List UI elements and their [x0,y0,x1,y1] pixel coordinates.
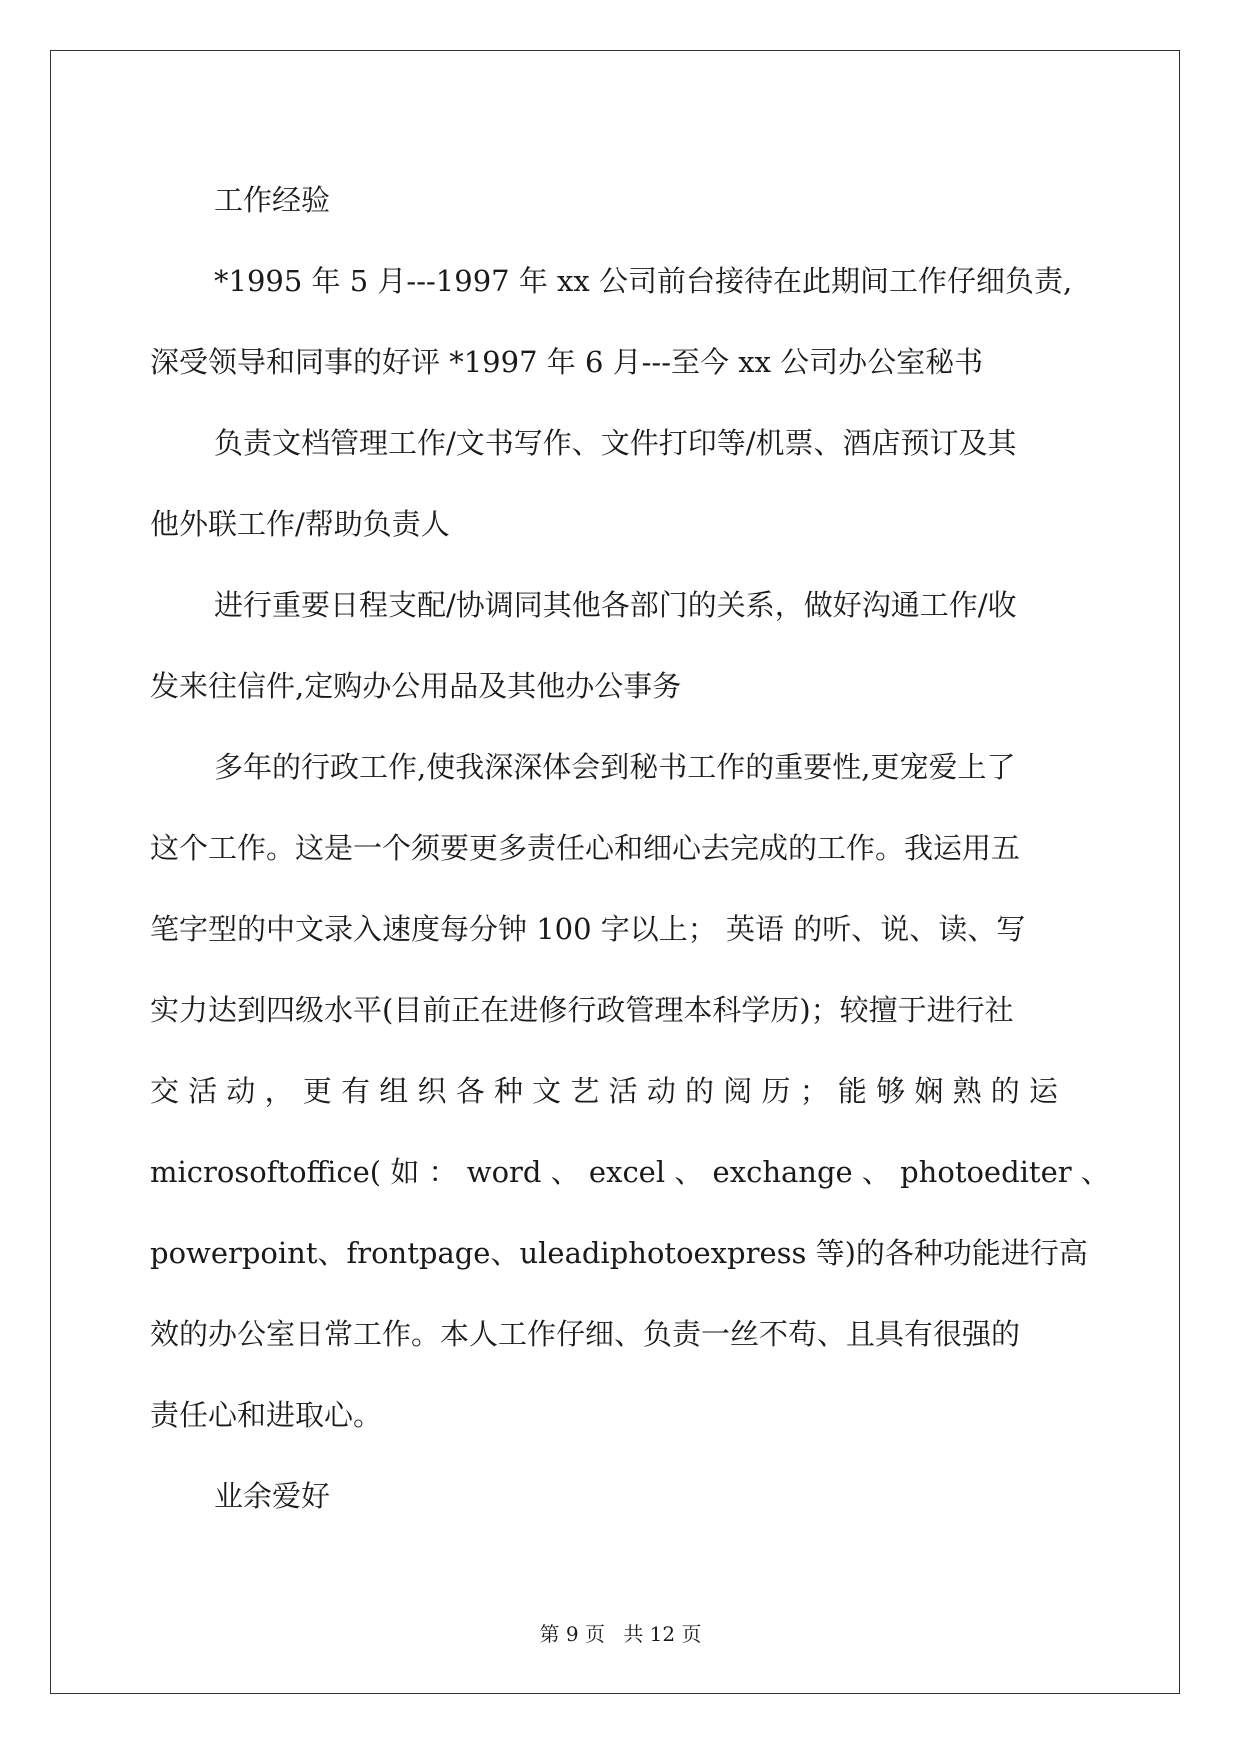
duties-paragraph-2 [150,565,1085,727]
duties-1-line-2: 他外联工作/帮助负责人 [150,507,450,541]
duties-1-line-1: 负责文档管理工作/文书写作、文件打印等/机票、酒店预订及其 [214,426,1017,460]
experience-paragraph [150,241,1085,403]
heading-text: 业余爱好 [214,1479,331,1513]
section-heading-work-experience [150,160,1085,241]
summary-line: 多年的行政工作,使我深深体会到秘书工作的重要性,更宠爱上了 [214,750,1016,784]
summary-line: 实力达到四级水平(目前正在进修行政管理本科学历)；较擅于进行社 [150,993,1014,1027]
experience-line-2: 深受领导和同事的好评 *1997 年 6 月---至今 xx 公司办公室秘书 [150,345,984,379]
summary-line: powerpoint、frontpage、uleadiphotoexpress 等)的各种功能进行高 [150,1236,1088,1270]
heading-text: 工作经验 [214,183,331,217]
page-number-total: 共 12 页 [623,1622,702,1646]
summary-paragraph [150,727,1110,1456]
summary-line: 效的办公室日常工作。本人工作仔细、负责一丝不苟、且具有很强的 [150,1317,1021,1351]
duties-paragraph-1 [150,403,1085,565]
summary-line: microsoftoffice( 如 ： word 、 excel 、 exchange 、 photoediter 、 [150,1155,1110,1189]
summary-line: 笔字型的中文录入速度每分钟 100 字以上； 英语 的听、说、读、写 [150,912,1026,946]
section-heading-hobbies [150,1456,1085,1537]
page-number-current: 第 9 页 [539,1622,605,1646]
summary-line: 责任心和进取心。 [150,1398,383,1432]
duties-2-line-1: 进行重要日程支配/协调同其他各部门的关系，做好沟通工作/收 [214,588,1017,622]
summary-line: 交 活 动 ， 更 有 组 织 各 种 文 艺 活 动 的 阅 历 ； 能 够 娴 熟 的 运 [150,1074,1059,1108]
summary-line: 这个工作。这是一个须要更多责任心和细心去完成的工作。我运用五 [150,831,1021,865]
document-body [150,160,1110,1537]
duties-2-line-2: 发来往信件,定购办公用品及其他办公事务 [150,669,682,703]
page-footer [0,1618,1241,1647]
experience-line-1: *1995 年 5 月---1997 年 xx 公司前台接待在此期间工作仔细负责, [214,264,1073,298]
